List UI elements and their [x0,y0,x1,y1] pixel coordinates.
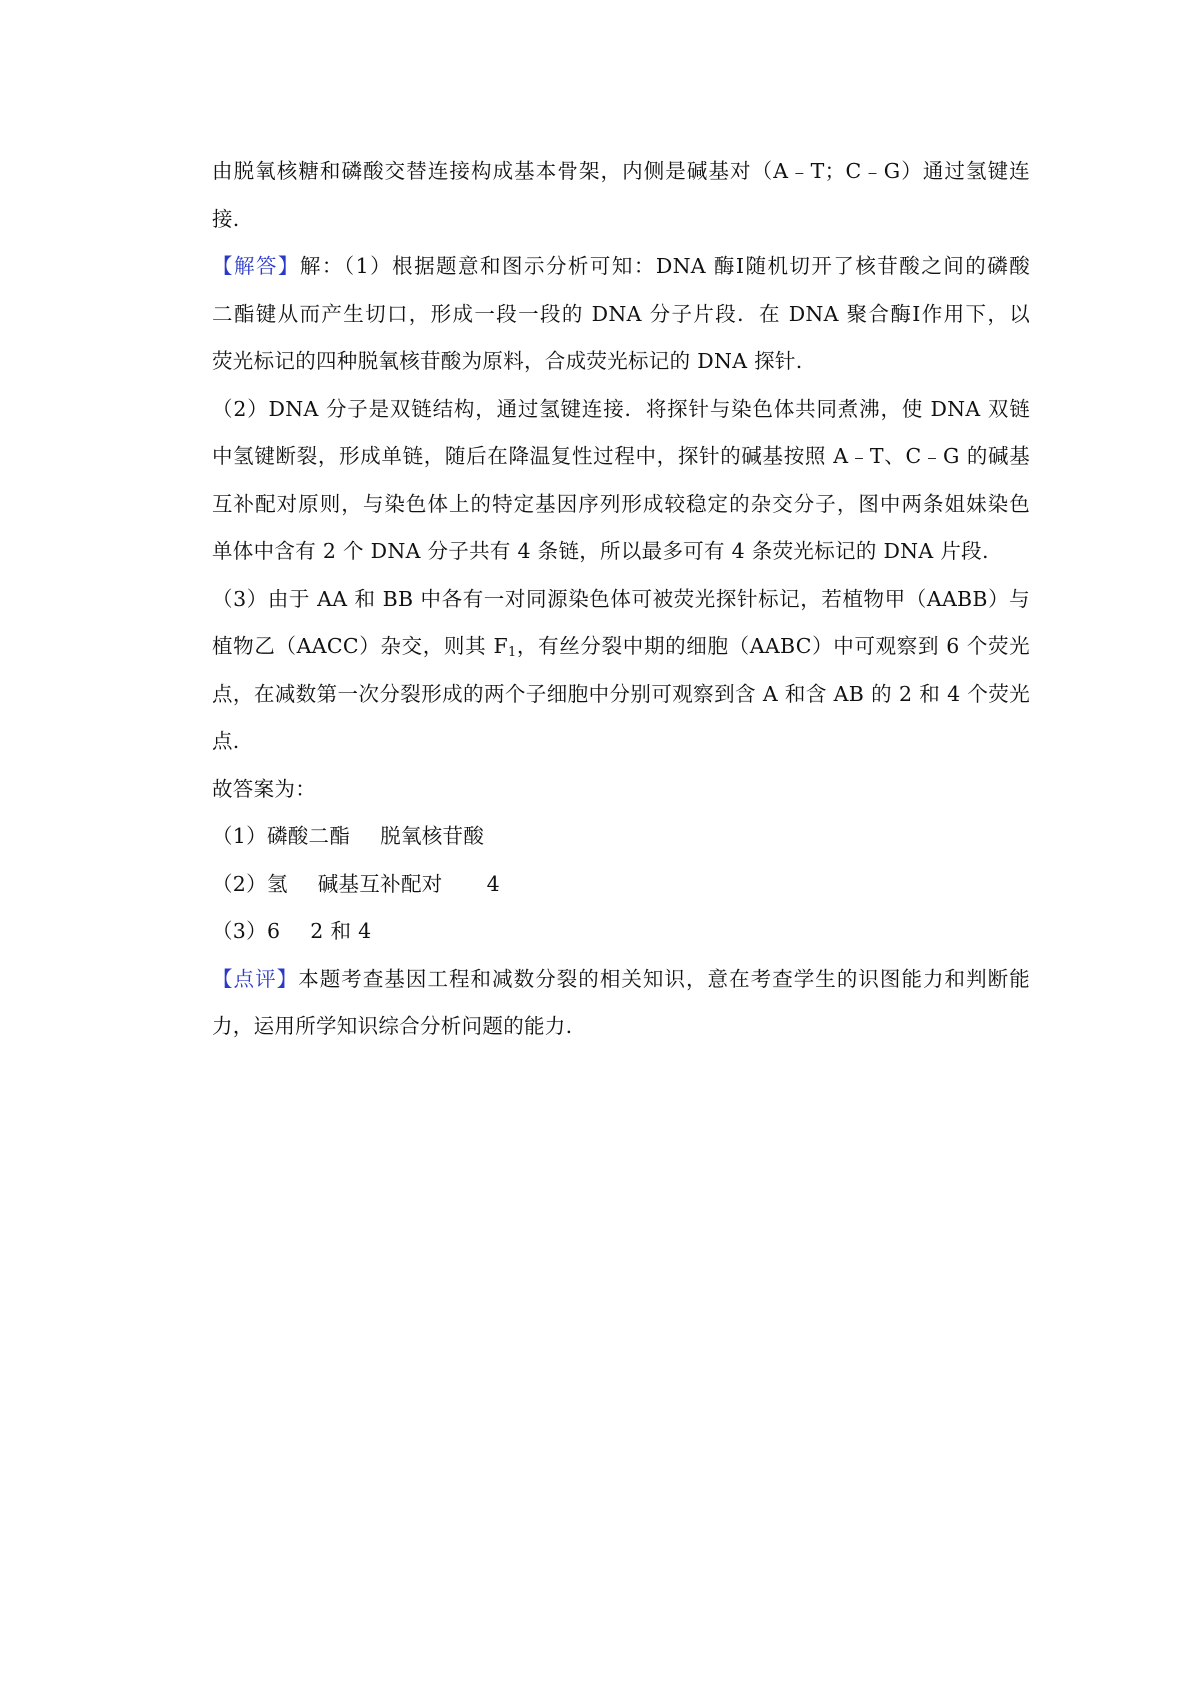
part2-line-2: 中氢键断裂，形成单链，随后在降温复性过程中，探针的碱基按照 A﹣T、C﹣G 的碱基 [212,444,1030,468]
final-answer-2 [212,861,1030,909]
comment-line-1-text: 本题考查基因工程和减数分裂的相关知识，意在考查学生的识图能力和判断能 [298,966,1030,991]
final-answer-3-label: （3）6 [212,919,281,943]
part3-line-3: 点，在减数第一次分裂形成的两个子细胞中分别可观察到含 A 和含 AB 的 2 和 4 个荧光 [212,681,1030,706]
answer-line-1-text: 解：（1）根据题意和图示分析可知：DNA 酶Ⅰ随机切开了核苷酸之间的磷酸 [299,254,1030,278]
final-answer-2-value: 碱基互补配对 [317,871,443,896]
final-answer-3-value: 2 和 4 [310,919,372,943]
comment-line-1 [212,956,1030,1004]
part3-line-4: 点. [212,729,240,753]
part2-line-4: 单体中含有 2 个 DNA 分子共有 4 条链，所以最多可有 4 条荧光标记的 DNA 片段. [212,539,989,563]
final-answer-2-number: 4 [486,871,500,896]
comment-line-2: 力，运用所学知识综合分析问题的能力. [212,1014,573,1038]
comment-tag: 【点评】 [212,966,299,991]
final-answer-2-label: （2）氢 [212,871,288,896]
f1-subscript: 1 [507,645,517,660]
intro-line-1: 由脱氧核糖和磷酸交替连接构成基本骨架，内侧是碱基对（A﹣T；C﹣G）通过氢键连 [212,159,1030,183]
answer-tag: 【解答】 [212,254,300,278]
part3-line-1: （3）由于 AA 和 BB 中各有一对同源染色体可被荧光探针标记，若植物甲（AABB）与 [212,586,1030,611]
final-answer-1-label: （1）磷酸二酯 [212,824,351,848]
part2-line-1: （2）DNA 分子是双链结构，通过氢键连接．将探针与染色体共同煮沸，使 DNA 双链 [212,396,1030,421]
final-answer-1-value: 脱氧核苷酸 [380,824,485,848]
final-answer-3 [212,908,1030,956]
answer-line-1 [212,243,1030,291]
part3-line-2-a: 植物乙（AACC）杂交，则其 F [212,634,508,658]
part2-line-3: 互补配对原则，与染色体上的特定基因序列形成较稳定的杂交分子，图中两条姐妹染色 [212,491,1030,516]
part3-line-2-b: ，有丝分裂中期的细胞（AABC）中可观察到 6 个荧光 [516,634,1030,658]
intro-line-2: 接. [212,206,240,231]
answer-line-3: 荧光标记的四种脱氧核苷酸为原料，合成荧光标记的 DNA 探针. [212,349,803,373]
part3-line-2 [212,623,1030,671]
final-heading: 故答案为： [212,776,316,801]
answer-line-2: 二酯键从而产生切口，形成一段一段的 DNA 分子片段．在 DNA 聚合酶Ⅰ作用下，以 [212,301,1030,326]
document-body [212,148,1030,1051]
final-answer-1 [212,813,1030,861]
